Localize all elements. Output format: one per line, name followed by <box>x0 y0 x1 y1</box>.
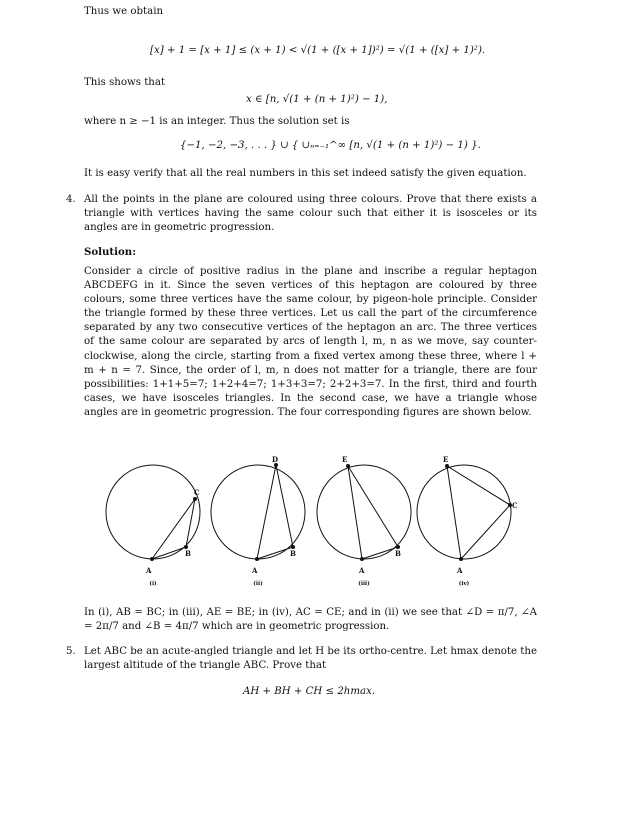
fig-i-label-b: B <box>185 549 191 558</box>
fig-caption-i: (i) <box>149 581 157 587</box>
heptagon-figures <box>96 455 546 595</box>
fig-i-label-a: A <box>146 566 152 575</box>
fig-caption-iv: (iv) <box>458 581 470 587</box>
fig-ii-label-b: B <box>290 549 296 558</box>
equation-2: x ∈ [n, √(1 + (n + 1)²) − 1), <box>246 94 388 105</box>
triangle-iii <box>348 466 398 559</box>
fig-caption-iii: (iii) <box>358 581 370 587</box>
triangle-ii <box>257 465 293 559</box>
problem-5-equation: AH + BH + CH ≤ 2hmax. <box>243 686 376 697</box>
after-figures-text: In (i), AB = BC; in (iii), AE = BE; in (iv), AC = CE; and in (ii) we see that ∠D = π/7, ∠A = 2π/7 and ∠B = 4π/7 which are in geometric progression. <box>84 607 537 633</box>
text-where-line: where n ≥ −1 is an integer. Thus the solution set is <box>84 116 350 127</box>
fig-iii-label-e: E <box>342 455 348 464</box>
fig-iv-label-c: C <box>512 501 518 510</box>
fig-iii-label-a: A <box>359 566 365 575</box>
equation-1: [x] + 1 = [x + 1] ≤ (x + 1) < √(1 + ([x + 1])²) = √(1 + ([x] + 1)²). <box>150 45 486 56</box>
circle-iv <box>417 465 511 559</box>
fig-ii-label-a: A <box>252 566 258 575</box>
text-this-shows: This shows that <box>84 77 166 88</box>
equation-3: {−1, −2, −3, . . . } ∪ { ∪ₙ₌₋₁^∞ [n, √(1 + (n + 1)²) − 1) }. <box>180 140 481 151</box>
problem-5-number: 5. <box>66 646 76 657</box>
problem-5-text: Let ABC be an acute-angled triangle and let H be its ortho-centre. Let hmax denote the largest altitude of the triangle ABC. Prove that <box>84 646 537 672</box>
fig-iv-label-a: A <box>457 566 463 575</box>
circle-ii <box>211 465 305 559</box>
fig-iii-label-b: B <box>395 549 401 558</box>
fig-iv-label-e: E <box>443 455 449 464</box>
fig-ii-label-d: D <box>272 455 279 464</box>
problem-4-number: 4. <box>66 194 76 205</box>
solution-text: Consider a circle of positive radius in the plane and inscribe a regular heptagon ABCDEFG in it. Since the seven vertices of this heptagon are coloured by three colours, some three vertices have the same colour, by pigeon-hole principle. Consider the triangle formed by these three vertices. Let us call the part of the circumference separated by any two consecutive vertices of the heptagon an arc. The three vertices of the same colour are separated by arcs of length l, m, n as we move, say counter-clockwise, along the circle, starting from a fixed vertex among these three, where l + m + n = 7. Since, the order of l, m, n does not matter for a triangle, there are four possibilities: 1+1+5=7; 1+2+4=7; 1+3+3=7; 2+2+3=7. In the first, third and fourth cases, we have isosceles triangles. In the second case, we have a triangle whose angles are in geometric progression. The four corresponding figures are shown below. <box>84 266 537 418</box>
problem-4-text: All the points in the plane are coloured using three colours. Prove that there exists a triangle with vertices having the same colour such that either it is isosceles or its angles are in geometric progression. <box>84 194 537 234</box>
text-verify-line: It is easy verify that all the real numbers in this set indeed satisfy the given equation. <box>84 168 527 179</box>
text-thus-obtain: Thus we obtain <box>84 6 164 17</box>
solution-heading: Solution: <box>84 246 136 258</box>
fig-caption-ii: (ii) <box>253 581 263 587</box>
triangle-iv <box>447 466 510 559</box>
fig-i-label-c: C <box>194 488 200 497</box>
